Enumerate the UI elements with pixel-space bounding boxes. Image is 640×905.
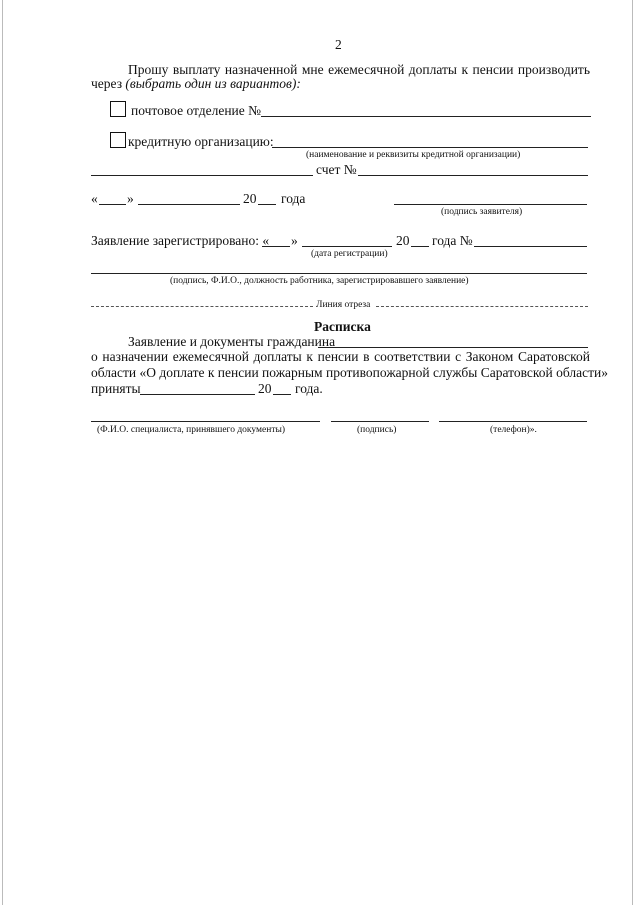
date-quote-open: « bbox=[91, 191, 98, 206]
employee-signature-field[interactable] bbox=[91, 273, 587, 274]
specialist-phone-caption: (телефон)». bbox=[490, 425, 537, 435]
registration-quote-close: » bbox=[291, 233, 298, 248]
registration-year-field[interactable] bbox=[411, 246, 429, 247]
credit-org-name-field[interactable] bbox=[272, 147, 588, 148]
credit-org-checkbox[interactable] bbox=[110, 132, 126, 148]
post-office-checkbox[interactable] bbox=[110, 101, 126, 117]
receipt-year-prefix: 20 bbox=[258, 381, 272, 396]
date-year-word: года bbox=[281, 191, 306, 206]
specialist-phone-field[interactable] bbox=[439, 421, 587, 422]
date-day-field[interactable] bbox=[99, 204, 126, 205]
request-line-2 bbox=[91, 77, 301, 91]
receipt-line-1: Заявление и документы гражданина bbox=[128, 334, 336, 349]
applicant-signature-caption: (подпись заявителя) bbox=[441, 207, 523, 217]
receipt-year-field[interactable] bbox=[273, 394, 291, 395]
registration-number-field[interactable] bbox=[474, 246, 587, 247]
post-office-label: почтовое отделение № bbox=[131, 103, 262, 118]
post-office-number-field[interactable] bbox=[261, 116, 591, 117]
receipt-line-3: области «О доплате к пенсии пожарным противопожарной службы Саратовской области» bbox=[91, 365, 608, 380]
registration-number-label: года № bbox=[432, 233, 473, 248]
specialist-name-field[interactable] bbox=[91, 421, 320, 422]
scan-left-edge bbox=[2, 0, 3, 905]
credit-org-caption: (наименование и реквизиты кредитной организации) bbox=[306, 150, 521, 160]
cut-line-right bbox=[376, 306, 588, 307]
receipt-year-suffix: года. bbox=[295, 381, 323, 396]
date-year-field[interactable] bbox=[258, 204, 276, 205]
date-quote-close: » bbox=[127, 191, 134, 206]
credit-org-details-field[interactable] bbox=[91, 175, 313, 176]
citizen-name-field[interactable] bbox=[318, 347, 588, 348]
request-line-2-prefix: через bbox=[91, 76, 126, 91]
date-month-field[interactable] bbox=[138, 204, 240, 205]
specialist-name-caption: (Ф.И.О. специалиста, принявшего документы) bbox=[97, 425, 286, 435]
receipt-line-4-prefix: приняты bbox=[91, 381, 141, 396]
employee-signature-caption: (подпись, Ф.И.О., должность работника, зарегистрировавшего заявление) bbox=[170, 276, 469, 286]
credit-org-label: кредитную организацию: bbox=[128, 134, 274, 149]
receipt-date-field[interactable] bbox=[140, 394, 255, 395]
date-year-prefix: 20 bbox=[243, 191, 257, 206]
receipt-line-2: о назначении ежемесячной доплаты к пенсии в соответствии с Законом Саратовской bbox=[91, 349, 590, 364]
registration-date-field[interactable] bbox=[302, 246, 392, 247]
specialist-signature-caption: (подпись) bbox=[357, 425, 397, 435]
registration-day-field[interactable] bbox=[262, 246, 290, 247]
cut-line-left bbox=[91, 306, 313, 307]
request-line-1: Прошу выплату назначенной мне ежемесячной доплаты к пенсии производить bbox=[128, 62, 590, 77]
account-number-field[interactable] bbox=[358, 175, 588, 176]
registration-date-caption: (дата регистрации) bbox=[311, 249, 388, 259]
registration-year-prefix: 20 bbox=[396, 233, 410, 248]
specialist-signature-field[interactable] bbox=[331, 421, 429, 422]
applicant-signature-field[interactable] bbox=[394, 204, 587, 205]
page-number: 2 bbox=[335, 37, 342, 52]
request-choose-hint: (выбрать один из вариантов): bbox=[125, 76, 301, 91]
account-label: счет № bbox=[316, 162, 357, 177]
registration-label: Заявление зарегистрировано: « bbox=[91, 233, 270, 248]
scan-right-edge bbox=[632, 0, 633, 905]
cut-line-label: Линия отреза bbox=[316, 300, 371, 310]
receipt-title: Расписка bbox=[314, 319, 371, 334]
